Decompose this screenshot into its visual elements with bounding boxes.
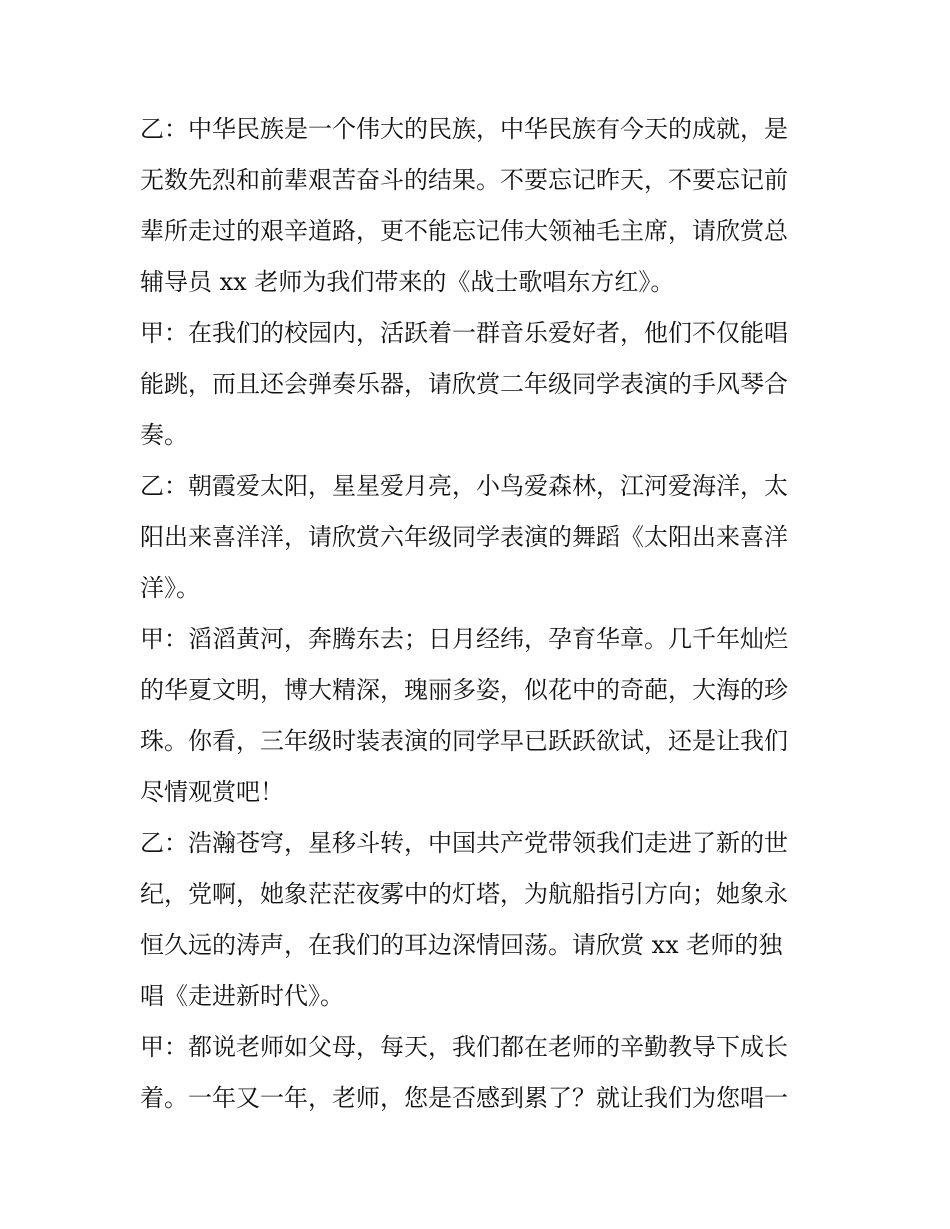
text-line: 尽情观赏吧！ [140, 778, 284, 806]
text-line: 辅导员 xx 老师为我们带来的《战士歌唱东方红》。 [140, 268, 675, 296]
text-line: 乙：朝霞爱太阳，星星爱月亮，小鸟爱森林，江河爱海洋，太 [140, 472, 788, 500]
text-line: 纪，党啊，她象茫茫夜雾中的灯塔，为航船指引方向；她象永 [140, 880, 788, 908]
text-line: 能跳，而且还会弹奏乐器，请欣赏二年级同学表演的手风琴合 [140, 370, 788, 398]
document-page [140, 104, 812, 1124]
text-line: 洋》。 [140, 574, 200, 602]
text-line: 阳出来喜洋洋，请欣赏六年级同学表演的舞蹈《太阳出来喜洋 [140, 523, 788, 551]
text-line: 乙：中华民族是一个伟大的民族，中华民族有今天的成就，是 [140, 115, 788, 143]
text-line: 甲：在我们的校园内，活跃着一群音乐爱好者，他们不仅能唱 [140, 319, 788, 347]
text-line: 珠。你看，三年级时装表演的同学早已跃跃欲试，还是让我们 [140, 727, 788, 755]
text-line: 奏。 [140, 421, 188, 449]
text-line: 无数先烈和前辈艰苦奋斗的结果。不要忘记昨天，不要忘记前 [140, 166, 788, 194]
text-line: 甲：滔滔黄河，奔腾东去；日月经纬，孕育华章。几千年灿烂 [140, 625, 788, 653]
text-line: 辈所走过的艰辛道路，更不能忘记伟大领袖毛主席，请欣赏总 [140, 217, 788, 245]
text-line: 乙：浩瀚苍穹，星移斗转，中国共产党带领我们走进了新的世 [140, 829, 788, 857]
text-line: 甲：都说老师如父母，每天，我们都在老师的辛勤教导下成长 [140, 1033, 788, 1061]
text-line: 唱《走进新时代》。 [140, 982, 344, 1010]
text-line: 恒久远的涛声，在我们的耳边深情回荡。请欣赏 xx 老师的独 [140, 931, 783, 959]
text-line: 着。一年又一年，老师，您是否感到累了？就让我们为您唱一 [140, 1084, 788, 1112]
text-line: 的华夏文明，博大精深，瑰丽多姿，似花中的奇葩，大海的珍 [140, 676, 788, 704]
